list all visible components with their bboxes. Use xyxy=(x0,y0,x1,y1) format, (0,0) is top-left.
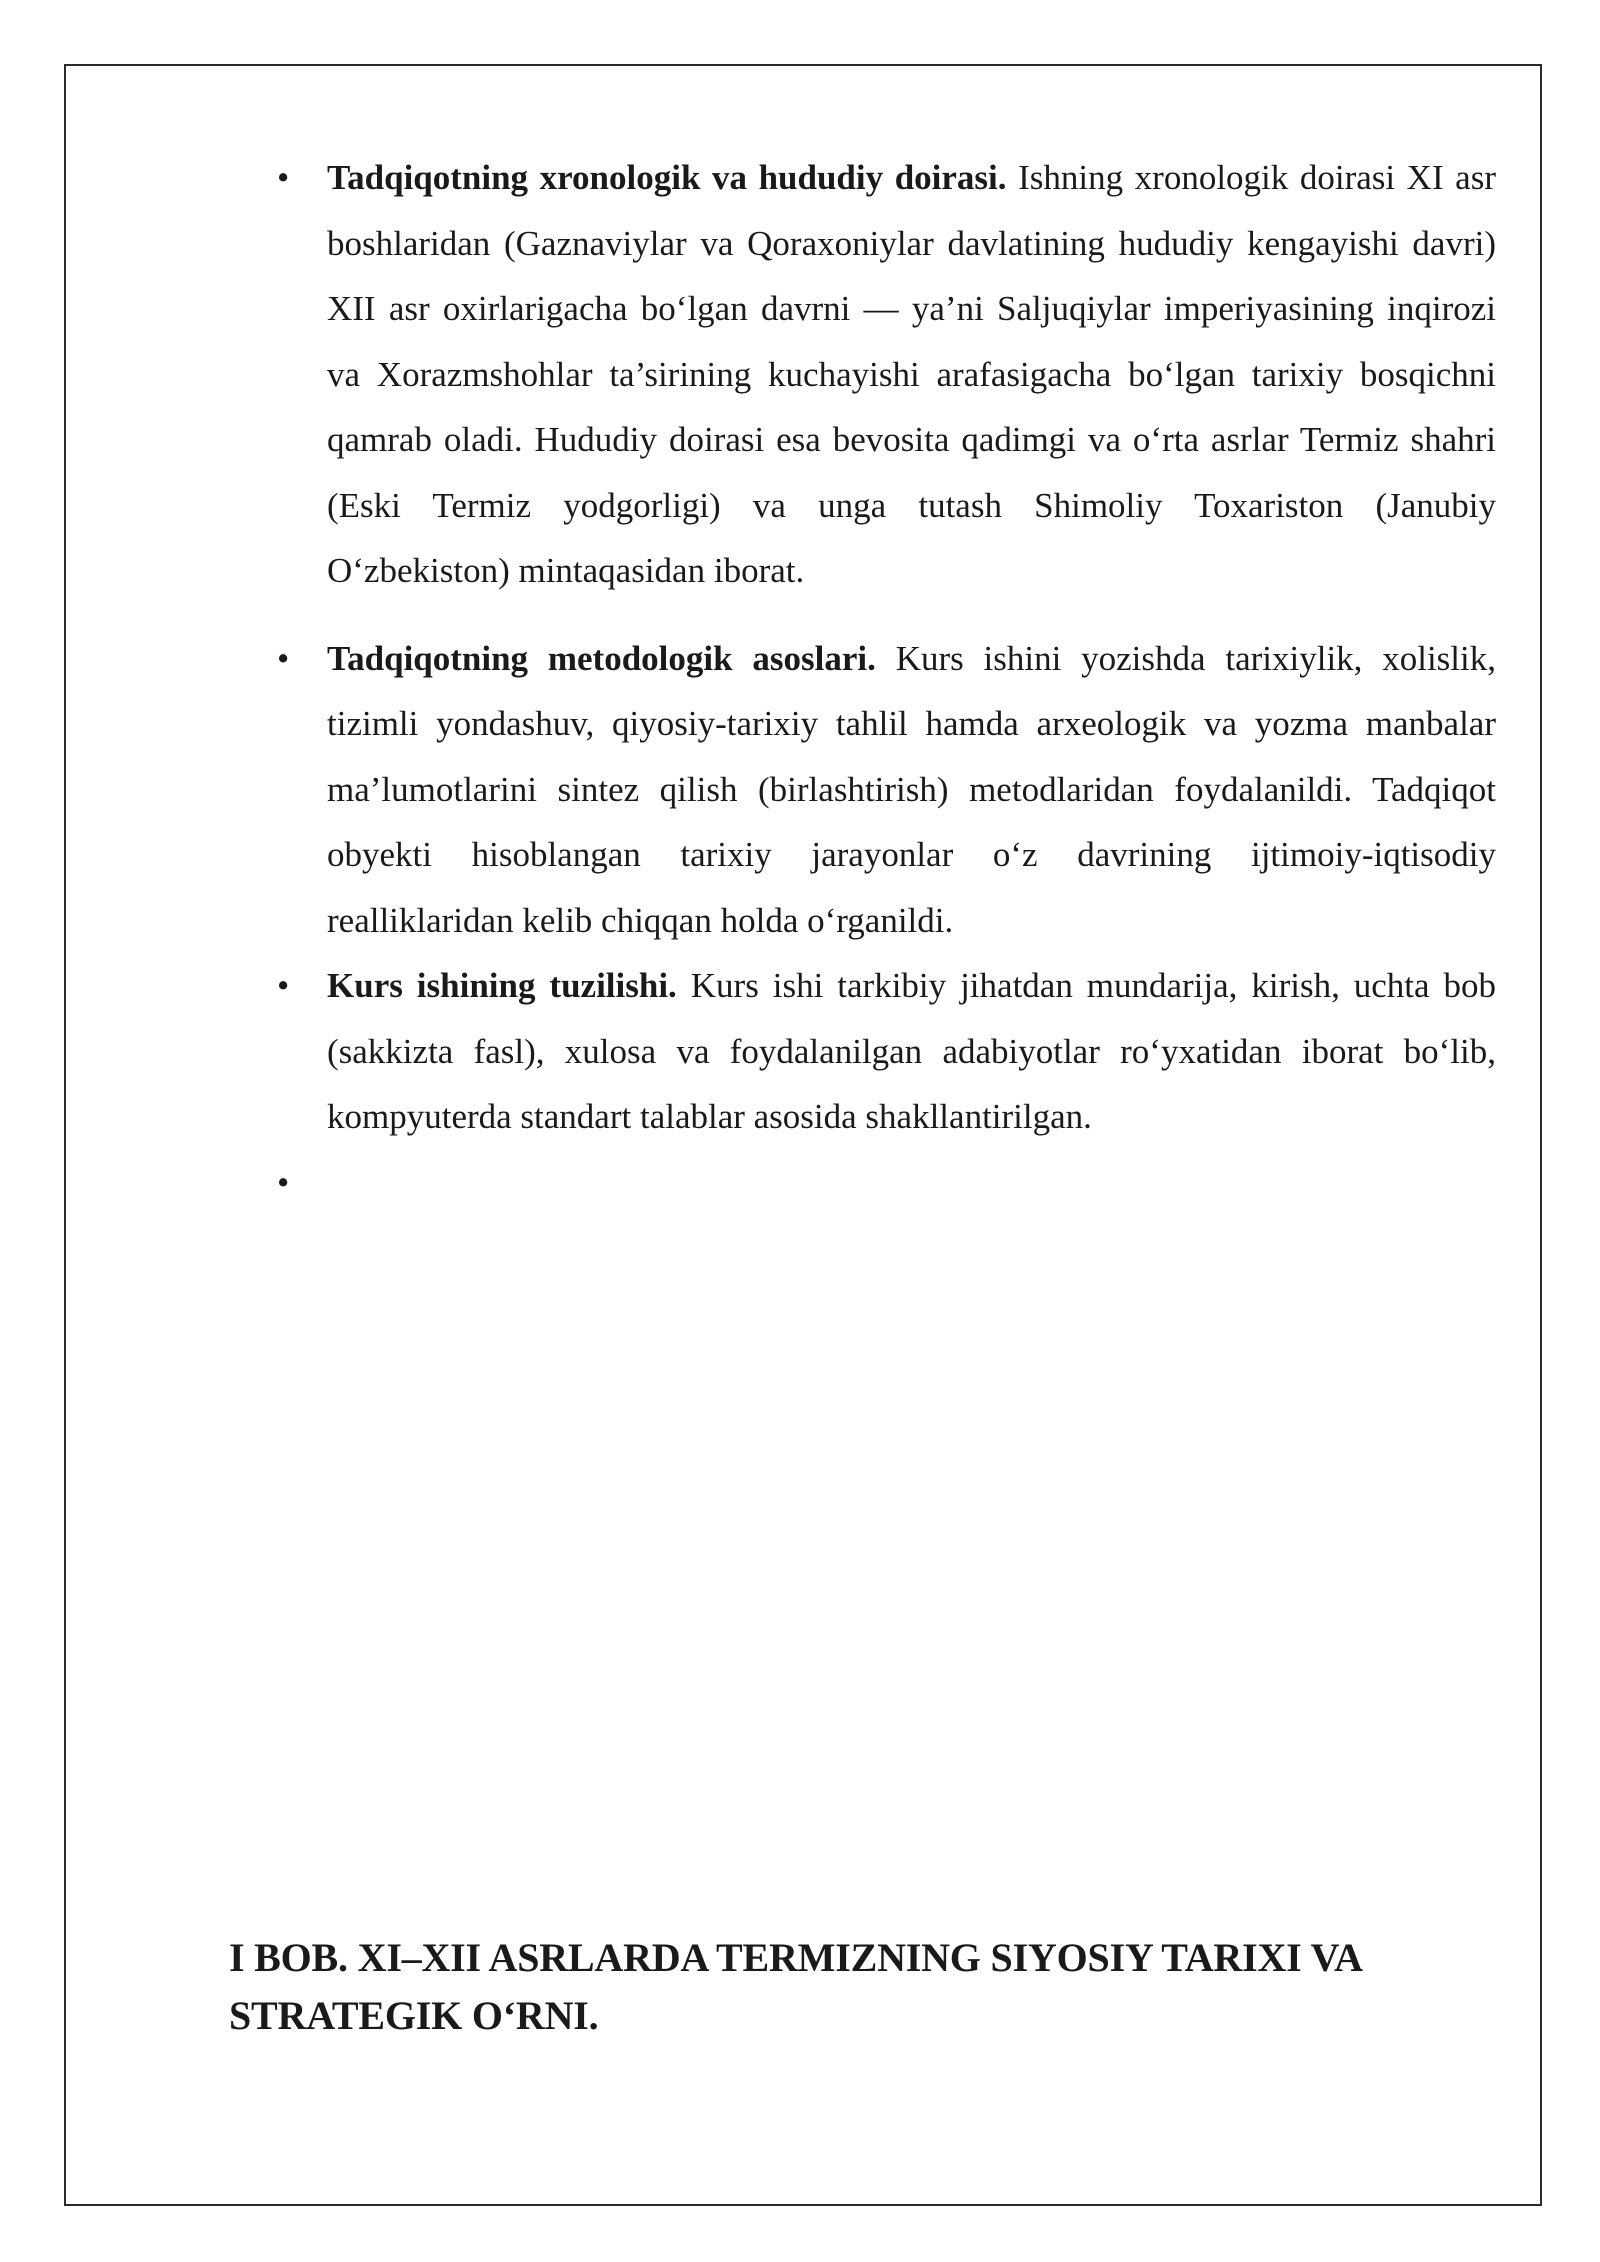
item-text: Kurs ishini yozishda tarixiylik, xolislik, tizimli yondashuv, qiyosiy-tarixiy tahlil hamda arxeologik va yozma manbalar ma’lumotlarini sintez qilish (birlashtirish) metodlaridan foydalanildi. Tadqiqot obyekti hisoblangan tarixiy jarayonlar o‘z davrining ijtimoiy-iqtisodiy realliklaridan kelib chiqqan holda o‘rganildi. xyxy=(327,638,1496,940)
bullet-dot: • xyxy=(277,1162,290,1202)
chapter-title: I BOB. XI–XII ASRLARDA TERMIZNING SIYOSIY TARIXI VA STRATEGIK O‘RNI. xyxy=(229,1935,1361,2038)
bullet-dot: • xyxy=(277,158,290,197)
list-item xyxy=(274,626,1496,954)
bullet-dot: • xyxy=(277,638,290,678)
list-item xyxy=(274,953,1496,1150)
item-heading: Kurs ishining tuzilishi. xyxy=(327,966,691,1005)
bullet-list xyxy=(274,145,1496,1215)
list-item xyxy=(274,145,1496,604)
item-heading: Tadqiqotning xronologik va hududiy doirasi. xyxy=(327,158,1019,197)
item-heading: Tadqiqotning metodologik asoslari. xyxy=(327,638,896,678)
item-text: Kurs ishi tarkibiy jihatdan mundarija, kirish, uchta bob (sakkizta fasl), xulosa va foydalanilgan adabiyotlar ro‘yxatidan iborat bo‘lib, kompyuterda standart talablar asosida shakllantirilgan. xyxy=(327,966,1497,1136)
empty-list-item xyxy=(274,1150,1496,1216)
item-text: Ishning xronologik doirasi XI asr boshlaridan (Gaznaviylar va Qoraxoniylar davlatining hududiy kengayishi davri) XII asr oxirlarigacha bo‘lgan davrni — ya’ni Saljuqiylar imperiyasining inqirozi va Xorazmshohlar ta’sirining kuchayishi arafasigacha bo‘lgan tarixiy bosqichni qamrab oladi. Hududiy doirasi esa bevosita qadimgi va o‘rta asrlar Termiz shahri (Eski Termiz yodgorligi) va unga tutash Shimoliy Toxariston (Janubiy O‘zbekiston) mintaqasidan iborat. xyxy=(327,158,1496,590)
bullet-dot: • xyxy=(277,966,290,1005)
